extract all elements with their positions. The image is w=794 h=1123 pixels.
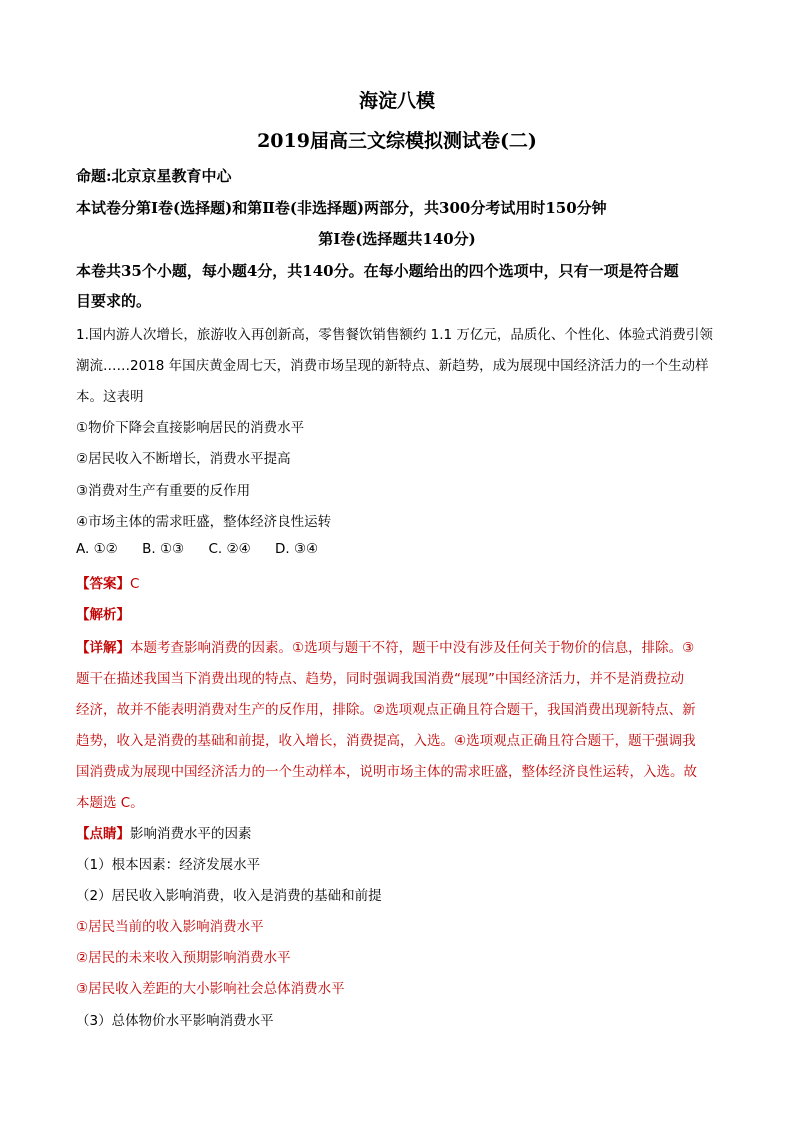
question-stem-line-1: 1.国内游人次增长，旅游收入再创新高，零售餐饮销售额约 1.1 万亿元，品质化、个性化、体验式消费引领 — [76, 327, 713, 343]
exam-series-title: 海淀八模 — [358, 90, 435, 112]
statement-1: ①物价下降会直接影响居民的消费水平 — [76, 420, 305, 436]
exam-title: 2019届高三文综模拟测试卷(二) — [257, 130, 537, 152]
detail-label: 【详解】 — [76, 640, 130, 656]
instructions-line-2: 目要求的。 — [76, 292, 152, 310]
analysis-line — [76, 603, 130, 623]
option-a: A. ①② — [76, 541, 118, 557]
answer-options — [76, 541, 338, 557]
tip-item-2: （2）居民收入影响消费，收入是消费的基础和前提 — [76, 888, 382, 904]
statement-3: ③消费对生产有重要的反作用 — [76, 483, 251, 499]
answer-line — [76, 572, 139, 592]
statement-2: ②居民收入不断增长，消费水平提高 — [76, 451, 291, 467]
statement-4: ④市场主体的需求旺盛，整体经济良性运转 — [76, 514, 332, 530]
detail-line-6: 本题选 C。 — [76, 795, 144, 811]
tip-item-1: （1）根本因素：经济发展水平 — [76, 857, 261, 873]
tip-heading: 影响消费水平的因素 — [130, 826, 252, 842]
answer-value: C — [130, 576, 140, 592]
detail-text-1: 本题考查影响消费的因素。①选项与题干不符，题干中没有涉及任何关于物价的信息，排除。③ — [130, 640, 695, 656]
section-title: 第Ⅰ卷(选择题共140分) — [318, 230, 476, 248]
answer-label: 【答案】 — [76, 576, 130, 592]
tip-label: 【点睛】 — [76, 826, 130, 842]
analysis-label: 【解析】 — [76, 607, 130, 623]
question-stem-line-2: 潮流……2018 年国庆黄金周七天，消费市场呈现的新特点、新趋势，成为展现中国经济活力的一个生动样 — [76, 358, 709, 374]
option-d: D. ③④ — [274, 541, 319, 557]
tip-item-5: ③居民收入差距的大小影响社会总体消费水平 — [76, 981, 345, 997]
tip-item-6: （3）总体物价水平影响消费水平 — [76, 1013, 274, 1029]
tip-item-4: ②居民的未来收入预期影响消费水平 — [76, 950, 291, 966]
tip-line — [76, 822, 252, 842]
tip-item-3: ①居民当前的收入影响消费水平 — [76, 919, 264, 935]
detail-line-3: 经济，故并不能表明消费对生产的反作用，排除。②选项观点正确且符合题干，我国消费出现新特点、新 — [76, 702, 696, 718]
question-stem-line-3: 本。这表明 — [76, 389, 144, 405]
intro-line: 本试卷分第Ⅰ卷(选择题)和第Ⅱ卷(非选择题)两部分，共300分考试用时150分钟 — [76, 199, 607, 217]
detail-line-5: 国消费成为展现中国经济活力的一个生动样本，说明市场主体的需求旺盛，整体经济良性运转，入选。故 — [76, 764, 697, 780]
detail-line-4: 趋势，收入是消费的基础和前提，收入增长，消费提高，入选。④选项观点正确且符合题干，题干强调我 — [76, 733, 696, 749]
author-line: 命题:北京京星教育中心 — [76, 167, 232, 185]
detail-line-1 — [76, 636, 694, 656]
detail-line-2: 题干在描述我国当下消费出现的特点、趋势，同时强调我国消费“展现”中国经济活力，并不是消费拉动 — [76, 671, 684, 687]
option-b: B. ①③ — [142, 541, 185, 557]
instructions-line-1: 本卷共35个小题，每小题4分，共140分。在每小题给出的四个选项中，只有一项是符合题 — [76, 262, 679, 280]
option-c: C. ②④ — [208, 541, 251, 557]
